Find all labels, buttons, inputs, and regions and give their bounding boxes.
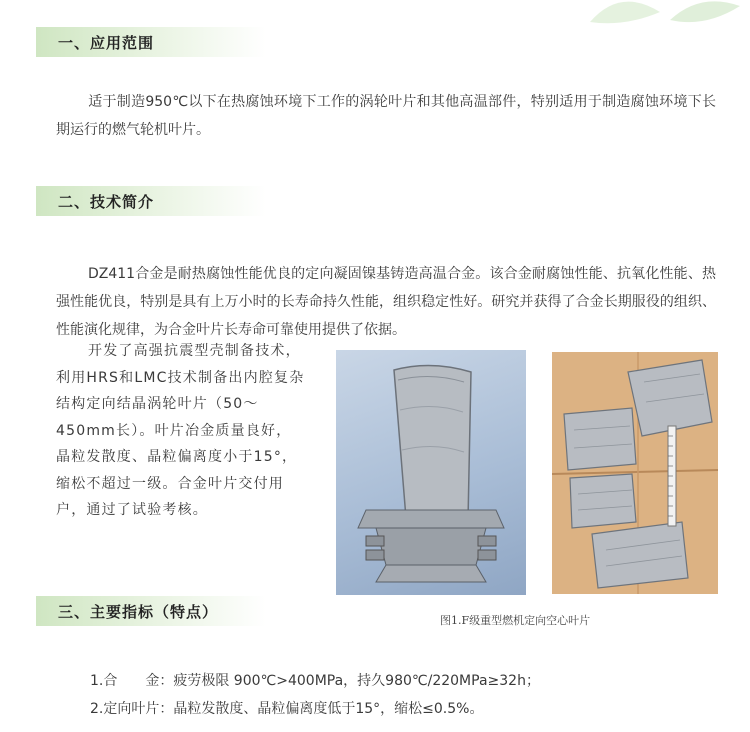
tech-intro-side-body: 开发了高强抗震型壳制备技术，利用HRS和LMC技术制备出内腔复杂结构定向结晶涡轮叶片（50～450mm长）。叶片冶金质量良好，晶粒发散度、晶粒偏离度小于15°，缩松不超过一级。合金叶片交付用户，通过了试验考核。 bbox=[56, 343, 305, 518]
spec-item-alloy: 1.合 金：疲劳极限 900℃>400MPa，持久980℃/220MPa≥32h； bbox=[90, 673, 540, 689]
section-title: 三、主要指标（特点） bbox=[58, 602, 219, 621]
section-header-application-scope bbox=[36, 27, 266, 57]
section-header-tech-intro bbox=[36, 186, 266, 216]
turbine-blade-illustration bbox=[336, 350, 526, 595]
application-scope-text bbox=[56, 88, 716, 144]
blade-vanes-photo bbox=[552, 352, 718, 594]
spec-item-directional-blade: 2.定向叶片：晶粒发散度、晶粒偏离度低于15°，缩松≤0.5%。 bbox=[90, 701, 484, 717]
section-title: 二、技术简介 bbox=[58, 192, 155, 211]
figure-caption: 图1.F级重型燃机定向空心叶片 bbox=[440, 614, 591, 627]
section-title: 一、应用范围 bbox=[58, 33, 155, 52]
tech-intro-side-text bbox=[56, 338, 306, 524]
decorative-leaf-icon bbox=[580, 0, 750, 32]
tech-intro-text bbox=[56, 260, 716, 344]
application-scope-body: 适于制造950℃以下在热腐蚀环境下工作的涡轮叶片和其他高温部件，特别适用于制造腐蚀环境下长期运行的燃气轮机叶片。 bbox=[56, 94, 716, 138]
turbine-blade-photo bbox=[336, 350, 526, 595]
blade-vanes-illustration bbox=[552, 352, 718, 594]
section-header-main-indicators bbox=[36, 596, 266, 626]
tech-intro-body: DZ411合金是耐热腐蚀性能优良的定向凝固镍基铸造高温合金。该合金耐腐蚀性能、抗氧化性能、热强性能优良，特别是具有上万小时的长寿命持久性能，组织稳定性好。研究并获得了合金长期服役的组织、性能演化规律，为合金叶片长寿命可靠使用提供了依据。 bbox=[56, 266, 716, 338]
